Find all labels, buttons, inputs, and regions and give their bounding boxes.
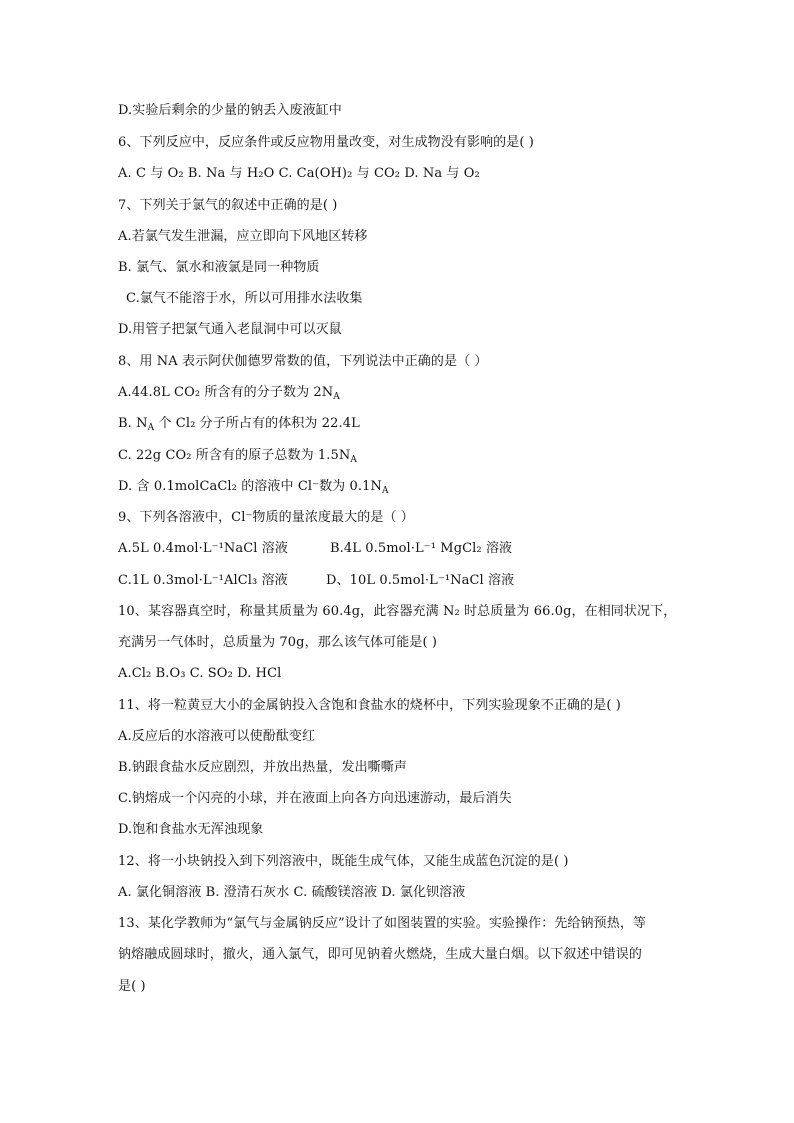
q7-option-d: D.用管子把氯气通入老鼠洞中可以灭鼠 [118,322,342,337]
q11-option-d: D.饱和食盐水无浑浊现象 [118,822,264,837]
q11-option-c: C.钠熔成一个闪亮的小球，并在液面上向各方向迅速游动，最后消失 [118,791,512,806]
q5-option-d: D.实验后剩余的少量的钠丢入废液缸中 [118,103,342,118]
q6-options: A. C 与 O₂ B. Na 与 H₂O C. Ca(OH)₂ 与 CO₂ D. Na 与 O₂ [118,166,480,181]
q12-stem: 12、将一小块钠投入到下列溶液中，既能生成气体，又能生成蓝色沉淀的是( ) [118,854,569,869]
q11-option-b: B.钠跟食盐水反应剧烈，并放出热量，发出嘶嘶声 [118,760,407,775]
q7-option-a: A.若氯气发生泄漏，应立即向下风地区转移 [118,229,368,244]
q13-stem-line3: 是( ) [118,979,146,994]
q9-option-d: D、10L 0.5mol·L⁻¹NaCl 溶液 [326,573,515,588]
q10-stem-line1: 10、某容器真空时，称量其质量为 60.4g，此容器充满 N₂ 时总质量为 66.0g，在相同状况下， [118,604,677,619]
q8-option-b: B. $N_A$ 个 Cl₂ 分子所占有的体积为 22.4L [118,416,360,433]
q8-option-c: C. 22g CO₂ 所含有的原子总数为 $1.5N_A$ [118,448,357,465]
q7-option-c: C.氯气不能溶于水，所以可用排水法收集 [126,291,363,306]
q13-stem-line1: 13、某化学教师为“氯气与金属钠反应”设计了如图装置的实验。实验操作：先给钠预热，等 [118,916,647,931]
q10-stem-line2: 充满另一气体时，总质量为 70g，那么该气体可能是( ) [118,635,438,650]
q12-options: A. 氯化铜溶液 B. 澄清石灰水 C. 硫酸镁溶液 D. 氯化钡溶液 [118,885,466,900]
q13-stem-line2: 钠熔融成圆球时，撤火，通入氯气，即可见钠着火燃烧，生成大量白烟。以下叙述中错误的 [118,947,643,962]
q9-stem: 9、下列各溶液中，Cl⁻物质的量浓度最大的是（ ） [118,510,414,525]
q10-options: A.Cl₂ B.O₃ C. SO₂ D. HCl [118,666,282,681]
q11-option-a: A.反应后的水溶液可以使酚酞变红 [118,729,316,744]
q8-option-a: A.44.8L CO₂ 所含有的分子数为 $2N_A$ [118,385,340,402]
q11-stem: 11、将一粒黄豆大小的金属钠投入含饱和食盐水的烧杯中，下列实验现象不正确的是( ) [118,698,621,713]
q8-stem: 8、用 NA 表示阿伏伽德罗常数的值，下列说法中正确的是（ ） [118,354,488,369]
q6-stem: 6、下列反应中，反应条件或反应物用量改变，对生成物没有影响的是( ) [118,135,534,150]
q9-option-b: B.4L 0.5mol·L⁻¹ MgCl₂ 溶液 [330,541,513,556]
q8-option-d: D. 含 0.1molCaCl₂ 的溶液中 Cl⁻数为 $0.1N_A$ [118,479,389,496]
q7-option-b: B. 氯气、氯水和液氯是同一种物质 [118,260,320,275]
q9-option-c: C.1L 0.3mol·L⁻¹AlCl₃ 溶液 [118,573,288,588]
q9-option-a: A.5L 0.4mol·L⁻¹NaCl 溶液 [118,541,288,556]
q7-stem: 7、下列关于氯气的叙述中正确的是( ) [118,198,338,213]
